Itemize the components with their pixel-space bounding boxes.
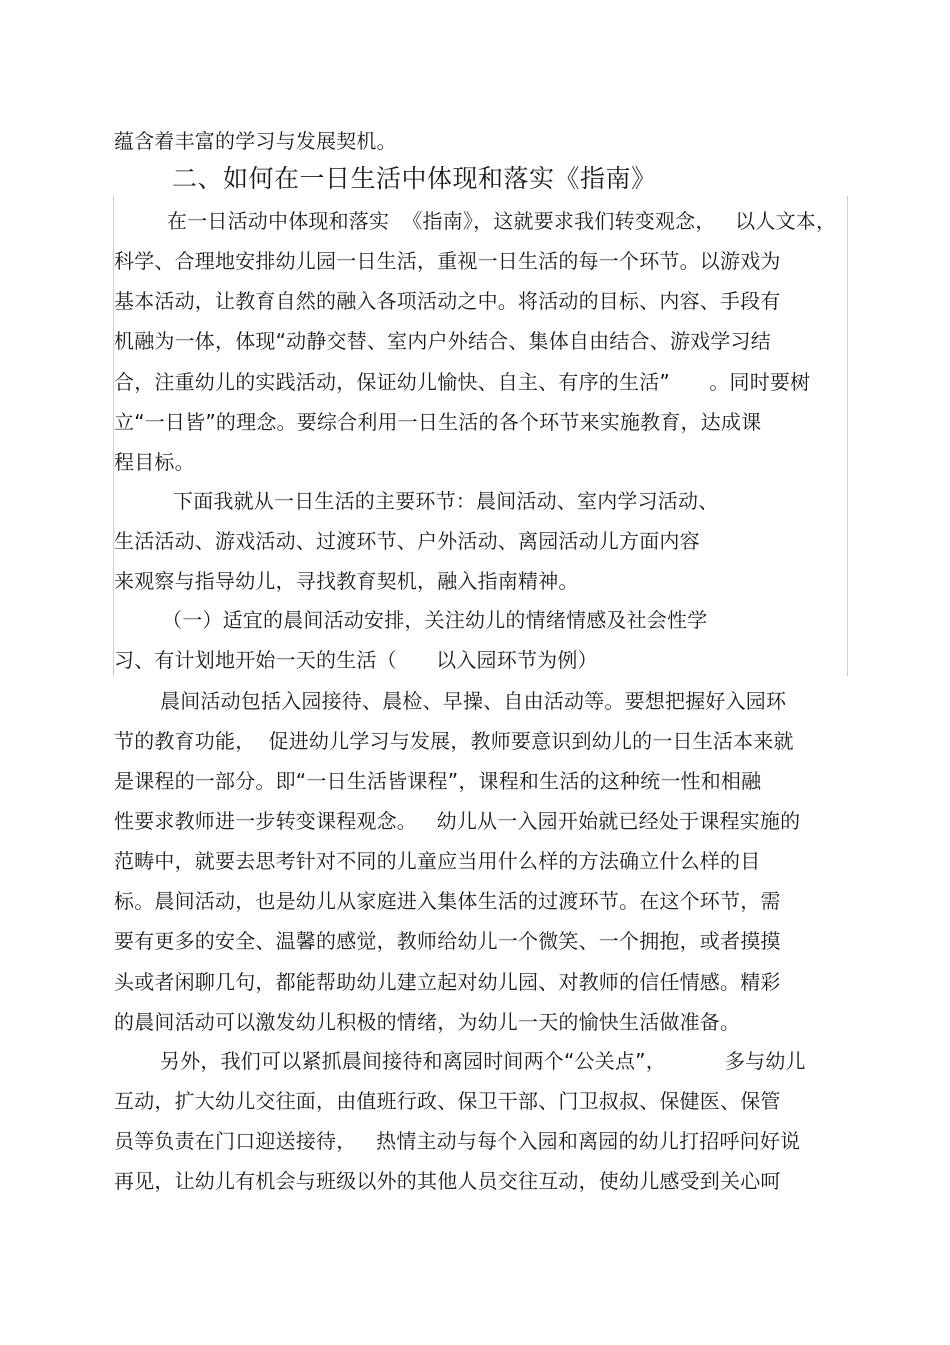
paragraph-line: 另外，我们可以紧抓晨间接待和离园时间两个“公关点”， 多与幼儿 (160, 1049, 806, 1073)
paragraph-line: 基本活动，让教育自然的融入各项活动之中。将活动的目标、内容、手段有 (114, 289, 781, 313)
paragraph-line: 程目标。 (114, 450, 195, 474)
paragraph-line: 下面我就从一日生活的主要环节：晨间活动、室内学习活动、 (173, 489, 719, 513)
paragraph-line: 互动，扩大幼儿交往面，由值班行政、保卫干部、门卫叔叔、保健医、保管 (114, 1089, 781, 1113)
paragraph-line: 节的教育功能， 促进幼儿学习与发展，教师要意识到幼儿的一日生活本来就 (114, 729, 794, 753)
paragraph-line: 生活活动、游戏活动、过渡环节、户外活动、离园活动儿方面内容 (114, 529, 700, 553)
paragraph-line: 标。晨间活动，也是幼儿从家庭进入集体生活的过渡环节。在这个环节，需 (114, 889, 781, 913)
paragraph-line: 合，注重幼儿的实践活动，保证幼儿愉快、自主、有序的生活” 。同时要树 (114, 370, 811, 394)
paragraph-line: 机融为一体，体现“动静交替、室内户外结合、集体自由结合、游戏学习结 (114, 329, 771, 353)
paragraph-line: 再见，让幼儿有机会与班级以外的其他人员交往互动，使幼儿感受到关心呵 (114, 1169, 781, 1193)
paragraph-line: 立“一日皆”的理念。要综合利用一日生活的各个环节来实施教育，达成课 (114, 410, 762, 434)
intro-line: 蕴含着丰富的学习与发展契机。 (114, 129, 397, 153)
paragraph-line: 性要求教师进一步转变课程观念。 幼儿从一入园开始就已经处于课程实施的 (114, 809, 801, 833)
paragraph-line: 是课程的一部分。即“一日生活皆课程”，课程和生活的这种统一性和相融 (114, 769, 762, 793)
paragraph-line: 来观察与指导幼儿，寻找教育契机，融入指南精神。 (114, 569, 579, 593)
paragraph-line: 晨间活动包括入园接待、晨检、早操、自由活动等。要想把握好入园环 (160, 689, 787, 713)
section-heading: 二、如何在一日生活中体现和落实《指南》 (172, 164, 657, 193)
subsection-heading-line: （一）适宜的晨间活动安排，关注幼儿的情绪情感及社会性学 (162, 608, 708, 632)
right-margin-rule (847, 196, 848, 676)
paragraph-line: 员等负责在门口迎送接待， 热情主动与每个入园和离园的幼儿打招呼问好说 (114, 1129, 801, 1153)
paragraph-line: 范畴中，就要去思考针对不同的儿童应当用什么样的方法确立什么样的目 (114, 849, 761, 873)
subsection-heading-line: 习、有计划地开始一天的生活（ 以入园环节为例） (114, 648, 598, 672)
paragraph-line: 科学、合理地安排幼儿园一日生活，重视一日生活的每一个环节。以游戏为 (114, 249, 781, 273)
paragraph-line: 在一日活动中体现和落实 《指南》，这就要求我们转变观念， 以人文本， (167, 209, 837, 233)
paragraph-line: 头或者闲聊几句，都能帮助幼儿建立起对幼儿园、对教师的信任情感。精彩 (114, 970, 781, 994)
paragraph-line: 的晨间活动可以激发幼儿积极的情绪，为幼儿一天的愉快生活做准备。 (114, 1010, 741, 1034)
paragraph-line: 要有更多的安全、温馨的感觉，教师给幼儿一个微笑、一个拥抱，或者摸摸 (114, 929, 781, 953)
